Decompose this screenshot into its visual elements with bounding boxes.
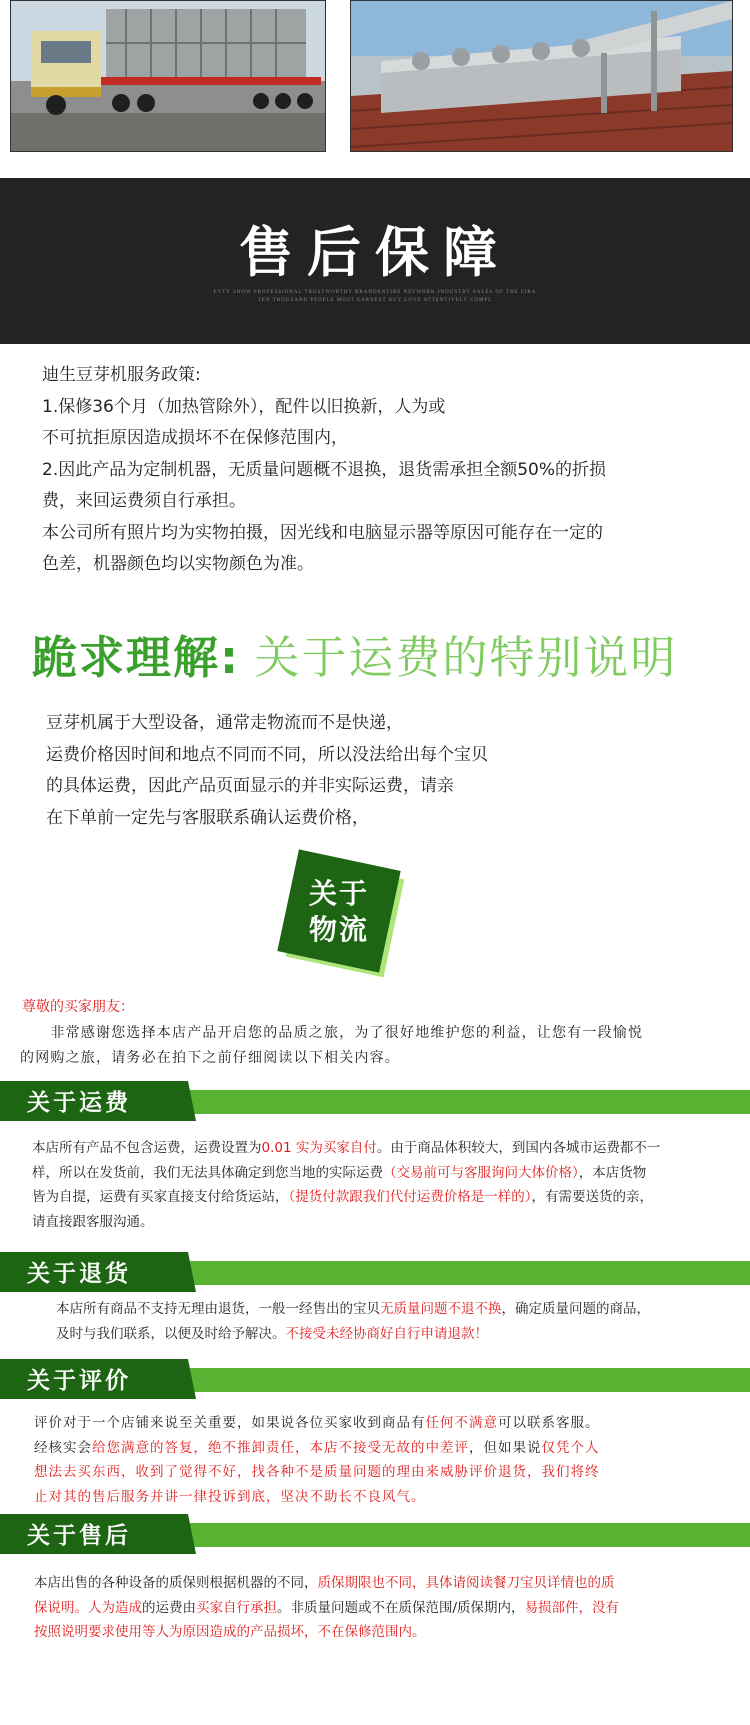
shipping-note — [46, 708, 488, 834]
banner-title: 售后保障 — [239, 221, 511, 284]
badge-line: 物流 — [308, 913, 369, 946]
section-bar — [190, 1090, 750, 1114]
shipping-text — [32, 1136, 660, 1234]
text-span: 及时与我们联系，以便及时给予解决。 — [56, 1325, 286, 1342]
section-header-returns — [0, 1252, 750, 1292]
highlight-span: 给您满意的答复，绝不推卸责任，本店不接受无故的中差评 — [92, 1439, 469, 1456]
highlight-span: 仅凭个人 — [541, 1439, 600, 1456]
plea-strong-text: 跪求理解: — [32, 631, 240, 684]
highlight-span: 无质量问题不退不换 — [380, 1301, 502, 1317]
shipping-note-line: 在下单前一定先与客服联系确认运费价格， — [46, 807, 369, 828]
highlight-span: 质保期限也不同，具体请阅读餐刀宝贝详情也的质 — [317, 1575, 615, 1591]
shipping-note-line: 豆芽机属于大型设备，通常走物流而不是快递， — [46, 713, 403, 733]
badge-line: 关于 — [308, 877, 369, 910]
highlight-span: （交易前可与客服询问大体价格） — [383, 1164, 579, 1181]
highlight-span: 买家自行承担 — [196, 1599, 277, 1616]
plea-light-text: 关于运费的特别说明 — [254, 631, 678, 684]
text-span: 样，所以在发货前，我们无法具体确定到您当地的实际运费 — [32, 1164, 383, 1181]
text-span: 经核实会 — [34, 1439, 92, 1456]
policy-line: 不可抗拒原因造成损坏不在保修范围内， — [42, 428, 348, 448]
policy-line: 迪生豆芽机服务政策: — [42, 365, 201, 385]
aftersales-text — [34, 1571, 619, 1645]
text-span: 。非质量问题或不在质保范围/质保期内， — [277, 1599, 525, 1616]
policy-line: 费，来回运费须自行承担。 — [42, 491, 246, 511]
section-bar — [190, 1523, 750, 1547]
text-line: 止对其的售后服务并讲一律投诉到底，坚决不助长不良风气。 — [34, 1488, 426, 1505]
section-title: 关于退货 — [27, 1261, 131, 1287]
text-span: ，有需要送货的亲， — [531, 1189, 653, 1205]
text-line: 请直接跟客服沟通。 — [32, 1213, 154, 1230]
text-span: 皆为自提，运费有买家直接支付给货运站， — [32, 1189, 289, 1205]
shipping-notice-heading — [32, 628, 677, 688]
service-policy — [42, 360, 722, 581]
greeting-title: 尊敬的买家朋友： — [22, 999, 134, 1015]
section-header-aftersales — [0, 1514, 750, 1554]
truck-photo — [10, 0, 326, 152]
section-title: 关于售后 — [27, 1523, 131, 1549]
greeting-line: 非常感谢您选择本店产品开启您的品质之旅，为了很好地维护您的利益，让您有一段愉悦 — [20, 1025, 644, 1041]
text-span: 可以联系客服。 — [498, 1415, 600, 1431]
machine-photo — [350, 0, 733, 152]
section-bar — [190, 1261, 750, 1285]
text-span: ，但如果说 — [469, 1439, 542, 1456]
highlight-span: 保说明。人为造成 — [34, 1599, 142, 1616]
logistics-badge-text — [287, 876, 391, 948]
policy-line: 1.保修36个月（加热管除外），配件以旧换新，人为或 — [42, 396, 446, 417]
shipping-note-line: 的具体运费，因此产品页面显示的并非实际运费，请亲 — [46, 776, 454, 796]
greeting-line: 的网购之旅，请务必在拍下之前仔细阅读以下相关内容。 — [20, 1050, 400, 1066]
policy-line: 2.因此产品为定制机器，无质量问题概不退换，退货需承担全额50%的折损 — [42, 459, 607, 480]
text-span: ，本店货物 — [578, 1164, 647, 1181]
section-title: 关于运费 — [27, 1090, 131, 1116]
banner-subtitle-line2: TEN THOUSAND PEOPLE MOST EARNEST BUY LOVE ATTENTIVELY COMPL — [257, 298, 493, 303]
reviews-text — [34, 1411, 600, 1509]
text-line: 想法去买东西，收到了觉得不好，找各种不是质量问题的理由来威胁评价退货，我们将终 — [34, 1464, 600, 1480]
text-span: 评价对于一个店铺来说至关重要，如果说各位买家收到商品有 — [34, 1415, 426, 1431]
text-span: 。由于商品体积较大，到国内各城市运费都不一 — [376, 1140, 661, 1156]
greeting-body — [20, 1021, 732, 1071]
section-title: 关于评价 — [27, 1368, 131, 1394]
section-header-shipping — [0, 1081, 750, 1121]
highlight-span: 任何不满意 — [425, 1415, 498, 1431]
text-line: 按照说明要求使用等人为原因造成的产品损坏，不在保修范围内。 — [34, 1624, 426, 1640]
text-span: ，确定质量问题的商品， — [501, 1301, 650, 1317]
text-span: 本店所有产品不包含运费，运费设置为 — [32, 1140, 262, 1156]
text-span: 本店出售的各种设备的质保则根据机器的不同， — [34, 1575, 318, 1591]
banner-subtitle-line1: EVTY SHOW PROFESSIONAL TRUSTWORTHY BRANDENTIRE NETWORK INDUSTRY SALES OF THE FIRA — [213, 290, 537, 295]
text-span: 的运费由 — [142, 1599, 196, 1616]
section-header-reviews — [0, 1359, 750, 1399]
highlight-span: （提货付款跟我们代付运费价格是一样的） — [288, 1189, 532, 1205]
section-bar — [190, 1368, 750, 1392]
returns-text — [56, 1297, 650, 1346]
highlight-span: 不接受未经协商好自行申请退款！ — [285, 1325, 488, 1342]
text-span: 本店所有商品不支持无理由退货，一般一经售出的宝贝 — [56, 1301, 380, 1317]
policy-line: 色差，机器颜色均以实物颜色为准。 — [42, 554, 314, 574]
policy-line: 本公司所有照片均为实物拍摄，因光线和电脑显示器等原因可能存在一定的 — [42, 522, 603, 543]
highlight-span: 易损部件，没有 — [524, 1599, 620, 1616]
shipping-note-line: 运费价格因时间和地点不同而不同，所以没法给出每个宝贝 — [46, 744, 488, 765]
highlight-span: 0.01 实为买家自付 — [261, 1140, 377, 1156]
